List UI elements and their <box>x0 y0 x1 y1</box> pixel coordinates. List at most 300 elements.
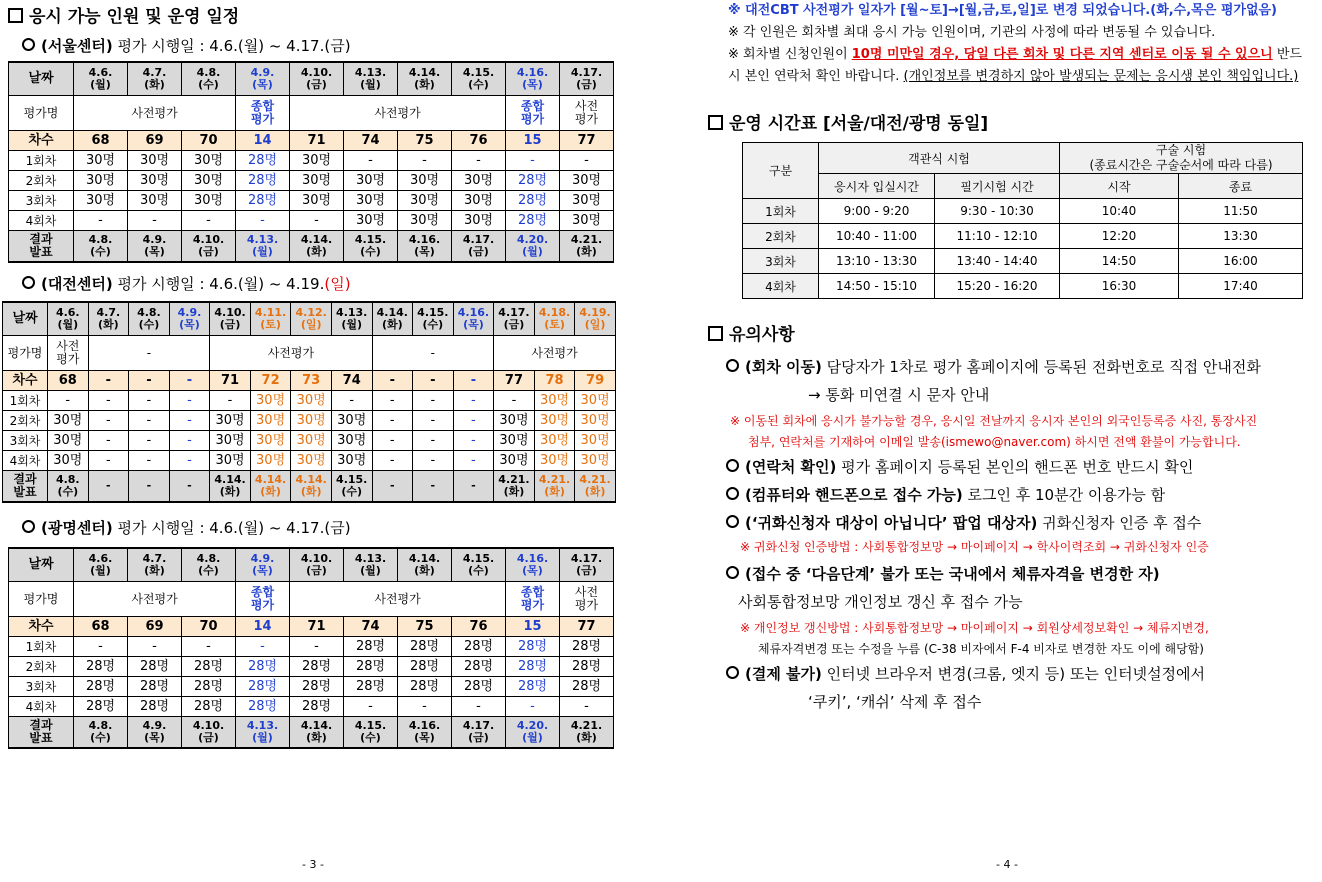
date-text: 4.13. (월) <box>336 306 368 331</box>
cha-cell: 71 <box>290 617 344 637</box>
capacity-cell: - <box>88 451 129 471</box>
gwangmyeong-schedule-table <box>8 547 614 749</box>
capacity-cell: 28명 <box>290 677 344 697</box>
date-text: 4.16. (목) <box>516 66 549 91</box>
eval-cell: 사전평가 <box>494 336 616 371</box>
capacity-cell: - <box>129 431 170 451</box>
ops-time-end: 13:30 <box>1179 224 1303 249</box>
seoul-heading: (서울센터) 평가 시행일 : 4.6.(월) ~ 4.17.(금) <box>22 35 623 57</box>
result-date-cell <box>128 231 182 263</box>
capacity-cell: - <box>453 411 494 431</box>
row-label: 차수 <box>9 131 74 151</box>
result-row <box>9 231 614 263</box>
capacity-cell: - <box>128 637 182 657</box>
capacity-cell: 30명 <box>210 451 251 471</box>
row-label: 3회차 <box>3 431 48 451</box>
date-cell <box>331 302 372 336</box>
result-date-cell <box>372 471 413 503</box>
capacity-cell: 28명 <box>182 657 236 677</box>
ops-header-entry: 응시자 입실시간 <box>819 174 935 199</box>
capacity-cell: 30명 <box>250 431 291 451</box>
capacity-cell: 30명 <box>290 171 344 191</box>
notice-daejeon-change: ※ 대전CBT 사전평가 일자가 [월~토]→[월,금,토,일]로 변경 되었습니다.(화,수,목은 평가없음) <box>728 3 1277 18</box>
result-date-cell <box>331 471 372 503</box>
circle-bullet-icon <box>726 459 739 472</box>
result-date-cell <box>236 717 290 749</box>
capacity-cell: - <box>88 431 129 451</box>
date-text: 4.14. (화) <box>376 306 408 331</box>
eval-row <box>9 96 614 131</box>
capacity-cell: 30명 <box>575 411 616 431</box>
date-row <box>3 302 616 336</box>
cha-cell: 70 <box>182 617 236 637</box>
row-label: 2회차 <box>9 657 74 677</box>
date-cell <box>250 302 291 336</box>
ops-time-entry: 9:00 - 9:20 <box>819 199 935 224</box>
result-date-cell <box>169 471 210 503</box>
row-label: 1회차 <box>9 151 74 171</box>
date-text: 4.13. (월) <box>246 233 279 258</box>
cha-cell: - <box>453 371 494 391</box>
section-title-schedule: 응시 가능 인원 및 운영 일정 <box>8 5 623 29</box>
circle-bullet-icon <box>22 520 35 533</box>
capacity-cell: 28명 <box>506 637 560 657</box>
row-label: 날짜 <box>3 302 48 336</box>
cha-cell: 77 <box>494 371 535 391</box>
date-text: 4.11. (토) <box>254 306 287 331</box>
capacity-cell: 28명 <box>452 657 506 677</box>
date-cell <box>372 302 413 336</box>
date-text: 4.17. (금) <box>570 552 603 577</box>
date-text: 4.16. (목) <box>516 552 549 577</box>
date-text: 4.6. (월) <box>88 66 113 91</box>
circle-bullet-icon <box>726 566 739 579</box>
capacity-cell: - <box>560 151 614 171</box>
ops-time-written: 9:30 - 10:30 <box>935 199 1060 224</box>
row-label: 4회차 <box>9 697 74 717</box>
caution-naturalization-note: ※ 귀화신청 인증방법 : 사회통합정보망 → 마이페이지 → 학사이력조회 → 귀화신청자 인증 <box>740 540 1209 554</box>
caution-item-move-sub: → 통화 미연결 시 문자 안내 <box>808 386 990 404</box>
capacity-cell: - <box>453 391 494 411</box>
result-date-cell <box>560 717 614 749</box>
ops-round: 4회차 <box>743 274 819 299</box>
cha-cell: 14 <box>236 617 290 637</box>
capacity-cell: 30명 <box>331 411 372 431</box>
date-text: 4.21. (화) <box>570 233 603 258</box>
ops-row <box>743 274 1303 299</box>
capacity-cell: 30명 <box>398 171 452 191</box>
result-date-cell <box>210 471 251 503</box>
row-label: 1회차 <box>9 637 74 657</box>
date-cell <box>344 62 398 96</box>
cha-row <box>9 617 614 637</box>
capacity-cell: 30명 <box>452 191 506 211</box>
row-label: 차수 <box>9 617 74 637</box>
capacity-cell: 28명 <box>74 677 128 697</box>
circle-bullet-icon <box>726 359 739 372</box>
capacity-cell: 30명 <box>128 171 182 191</box>
capacity-cell: 28명 <box>182 697 236 717</box>
result-date-cell <box>452 717 506 749</box>
round-row <box>3 431 616 451</box>
capacity-cell: - <box>398 151 452 171</box>
capacity-cell: - <box>453 451 494 471</box>
cha-cell: - <box>88 371 129 391</box>
right-page <box>708 0 1313 716</box>
ops-time-start: 10:40 <box>1060 199 1179 224</box>
capacity-cell: 28명 <box>560 637 614 657</box>
capacity-cell: - <box>452 697 506 717</box>
row-label: 날짜 <box>9 62 74 96</box>
ops-time-entry: 10:40 - 11:00 <box>819 224 935 249</box>
date-cell <box>291 302 332 336</box>
date-text: 4.21. (화) <box>570 719 603 744</box>
row-label: 평가명 <box>9 96 74 131</box>
capacity-cell: 28명 <box>560 677 614 697</box>
eval-cell: 종합 평가 <box>506 582 560 617</box>
date-text: 4.8. (수) <box>137 306 161 331</box>
result-date-cell <box>575 471 616 503</box>
caution-item-payment-sub: ‘쿠키’, ‘캐쉬’ 삭제 후 접수 <box>808 693 982 711</box>
capacity-cell: - <box>372 451 413 471</box>
capacity-cell: 30명 <box>534 431 575 451</box>
capacity-cell: 28명 <box>236 697 290 717</box>
ops-time-start: 16:30 <box>1060 274 1179 299</box>
date-text: 4.9. (목) <box>250 552 275 577</box>
capacity-cell: 28명 <box>506 677 560 697</box>
capacity-cell: - <box>74 637 128 657</box>
capacity-cell: - <box>210 391 251 411</box>
date-cell <box>88 302 129 336</box>
round-row <box>3 391 616 411</box>
caution-update-note-2: 체류자격변경 또는 수정을 누름 (C-38 비자에서 F-4 비자로 변경한 자도 이에 해당함) <box>758 642 1204 656</box>
circle-bullet-icon <box>22 38 35 51</box>
cha-cell: 15 <box>506 617 560 637</box>
date-cell <box>494 302 535 336</box>
ops-time-end: 11:50 <box>1179 199 1303 224</box>
date-text: 4.15. (수) <box>462 552 495 577</box>
cha-cell: 14 <box>236 131 290 151</box>
eval-cell: 종합 평가 <box>236 96 290 131</box>
capacity-cell: - <box>169 431 210 451</box>
eval-cell: - <box>372 336 494 371</box>
date-cell <box>129 302 170 336</box>
cha-cell: 71 <box>210 371 251 391</box>
result-date-cell <box>182 717 236 749</box>
date-text: 4.7. (화) <box>96 306 121 331</box>
result-date-cell <box>291 471 332 503</box>
date-text: 4.17. (금) <box>462 719 495 744</box>
date-cell <box>452 62 506 96</box>
left-page <box>8 0 623 749</box>
capacity-cell: 30명 <box>290 151 344 171</box>
capacity-cell: - <box>290 211 344 231</box>
round-row <box>9 171 614 191</box>
capacity-cell: 30명 <box>575 451 616 471</box>
date-text: 4.16. (목) <box>457 306 490 331</box>
result-row <box>3 471 616 503</box>
date-text: 4.14. (화) <box>295 473 327 498</box>
eval-cell: 사전평가 <box>74 582 236 617</box>
capacity-cell: 30명 <box>344 191 398 211</box>
eval-cell: 사전평가 <box>290 96 506 131</box>
capacity-cell: 30명 <box>182 151 236 171</box>
capacity-cell: 28명 <box>344 657 398 677</box>
date-text: 4.16. (목) <box>408 719 441 744</box>
capacity-cell: - <box>236 637 290 657</box>
result-date-cell <box>560 231 614 263</box>
ops-time-entry: 13:10 - 13:30 <box>819 249 935 274</box>
caution-item-move: (회차 이동) 담당자가 1차로 평가 홈페이지에 등록된 전화번호로 직접 안내전화 <box>726 353 1313 381</box>
date-text: 4.15. (수) <box>462 66 495 91</box>
capacity-cell: 30명 <box>250 411 291 431</box>
round-row <box>9 637 614 657</box>
date-text: 4.12. (일) <box>295 306 327 331</box>
capacity-cell: 30명 <box>182 171 236 191</box>
date-text: 4.20. (월) <box>516 233 549 258</box>
result-date-cell <box>74 231 128 263</box>
date-cell <box>236 62 290 96</box>
capacity-cell: 28명 <box>236 677 290 697</box>
date-text: - <box>430 479 436 492</box>
capacity-cell: - <box>182 637 236 657</box>
result-date-cell <box>182 231 236 263</box>
capacity-cell: - <box>344 697 398 717</box>
caution-item-naturalization: (‘귀화신청자 대상이 아닙니다’ 팝업 대상자) 귀화신청자 인증 후 접수 <box>726 509 1313 537</box>
caution-move-note-2: 첨부, 연락처를 기재하여 이메일 발송(ismewo@naver.com) 하시면 전액 환불이 가능합니다. <box>748 435 1241 449</box>
date-text: 4.10. (금) <box>214 306 246 331</box>
cha-cell: 74 <box>331 371 372 391</box>
caution-item-contact: (연락처 확인) 평가 홈페이지 등록된 본인의 핸드폰 번호 반드시 확인 <box>726 453 1313 481</box>
capacity-cell: 28명 <box>236 171 290 191</box>
result-date-cell <box>398 231 452 263</box>
date-text: 4.9. (목) <box>142 233 167 258</box>
date-cell <box>290 548 344 582</box>
capacity-cell: 28명 <box>290 657 344 677</box>
row-label: 1회차 <box>3 391 48 411</box>
capacity-cell: - <box>290 637 344 657</box>
date-cell <box>74 548 128 582</box>
result-date-cell <box>48 471 89 503</box>
capacity-cell: 28명 <box>506 657 560 677</box>
date-text: - <box>471 479 476 492</box>
capacity-cell: - <box>74 211 128 231</box>
eval-cell: 사전 평가 <box>560 582 614 617</box>
capacity-cell: 30명 <box>331 431 372 451</box>
ops-header-oral: 구술 시험 (종료시간은 구술순서에 따라 다름) <box>1060 143 1303 174</box>
ops-row <box>743 199 1303 224</box>
row-label: 2회차 <box>3 411 48 431</box>
date-cell <box>453 302 494 336</box>
ops-time-start: 12:20 <box>1060 224 1179 249</box>
capacity-cell: 30명 <box>494 411 535 431</box>
capacity-cell: 30명 <box>74 151 128 171</box>
caution-item-payment: (결제 불가) 인터넷 브라우저 변경(크롬, 엣지 등) 또는 인터넷설정에서 <box>726 660 1313 688</box>
eval-row <box>3 336 616 371</box>
eval-cell: - <box>88 336 210 371</box>
capacity-cell: 30명 <box>534 451 575 471</box>
date-text: 4.20. (월) <box>516 719 549 744</box>
result-date-cell <box>494 471 535 503</box>
round-row <box>9 657 614 677</box>
capacity-cell: - <box>88 391 129 411</box>
capacity-cell: 28명 <box>74 657 128 677</box>
capacity-cell: 28명 <box>236 191 290 211</box>
date-text: - <box>187 479 192 492</box>
cha-row <box>3 371 616 391</box>
round-row <box>9 211 614 231</box>
result-date-cell <box>453 471 494 503</box>
date-cell <box>290 62 344 96</box>
date-cell <box>210 302 251 336</box>
capacity-cell: 30명 <box>560 171 614 191</box>
capacity-cell: 30명 <box>331 451 372 471</box>
ops-time-end: 17:40 <box>1179 274 1303 299</box>
round-row <box>9 151 614 171</box>
ops-row <box>743 249 1303 274</box>
capacity-cell: 28명 <box>398 657 452 677</box>
daejeon-schedule-table <box>2 301 616 503</box>
capacity-cell: 30명 <box>398 191 452 211</box>
eval-cell: 종합 평가 <box>506 96 560 131</box>
capacity-cell: 30명 <box>398 211 452 231</box>
capacity-cell: 30명 <box>344 211 398 231</box>
ops-header-gubun: 구분 <box>743 143 819 199</box>
circle-bullet-icon <box>726 487 739 500</box>
square-bullet-icon <box>8 8 23 23</box>
capacity-cell: - <box>129 391 170 411</box>
capacity-cell: - <box>169 391 210 411</box>
eval-cell: 사전 평가 <box>560 96 614 131</box>
square-bullet-icon <box>708 326 723 341</box>
capacity-cell: 30명 <box>128 151 182 171</box>
capacity-cell: 28명 <box>398 677 452 697</box>
capacity-cell: - <box>129 411 170 431</box>
date-row <box>9 62 614 96</box>
capacity-cell: - <box>331 391 372 411</box>
cha-cell: 72 <box>250 371 291 391</box>
row-label: 4회차 <box>9 211 74 231</box>
cha-row <box>9 131 614 151</box>
date-row <box>9 548 614 582</box>
round-row <box>3 451 616 471</box>
ops-round: 2회차 <box>743 224 819 249</box>
date-text: 4.8. (수) <box>88 233 113 258</box>
daejeon-heading: (대전센터) 평가 시행일 : 4.6.(월) ~ 4.19.(일) <box>22 273 623 295</box>
row-label: 4회차 <box>3 451 48 471</box>
circle-bullet-icon <box>726 666 739 679</box>
capacity-cell: 28명 <box>182 677 236 697</box>
capacity-cell: 30명 <box>452 171 506 191</box>
date-text: 4.7. (화) <box>142 552 167 577</box>
date-text: 4.14. (화) <box>408 552 441 577</box>
capacity-cell: - <box>413 431 454 451</box>
date-text: 4.8. (수) <box>55 473 80 498</box>
date-text: 4.10. (금) <box>300 552 333 577</box>
date-text: - <box>146 479 152 492</box>
cha-cell: 77 <box>560 617 614 637</box>
capacity-cell: - <box>452 151 506 171</box>
round-row <box>3 411 616 431</box>
capacity-cell: 28명 <box>128 697 182 717</box>
cha-cell: 76 <box>452 617 506 637</box>
date-text: 4.8. (수) <box>196 552 221 577</box>
result-date-cell <box>506 717 560 749</box>
ops-time-written: 11:10 - 12:10 <box>935 224 1060 249</box>
cha-cell: 79 <box>575 371 616 391</box>
round-row <box>9 697 614 717</box>
result-date-cell <box>250 471 291 503</box>
cha-cell: 75 <box>398 617 452 637</box>
date-cell <box>74 62 128 96</box>
date-text: 4.9. (목) <box>250 66 275 91</box>
cha-cell: 69 <box>128 617 182 637</box>
capacity-cell: 30명 <box>291 431 332 451</box>
caution-move-note-1: ※ 이동된 회차에 응시가 불가능할 경우, 응시일 전날까지 응시자 본인의 외국인등록증 사진, 통장사진 <box>730 414 1258 428</box>
ops-time-end: 16:00 <box>1179 249 1303 274</box>
date-text: 4.15. (수) <box>354 233 387 258</box>
capacity-cell: 30명 <box>210 431 251 451</box>
capacity-cell: 28명 <box>506 191 560 211</box>
date-text: 4.9. (목) <box>142 719 167 744</box>
page-number-right: - 4 - <box>996 858 1018 871</box>
ops-header-end: 종료 <box>1179 174 1303 199</box>
eval-row <box>9 582 614 617</box>
date-text: 4.13. (월) <box>354 66 387 91</box>
result-row <box>9 717 614 749</box>
capacity-cell: - <box>413 451 454 471</box>
date-text: 4.7. (화) <box>142 66 167 91</box>
caution-item-device: (컴퓨터와 핸드폰으로 접수 가능) 로그인 후 10분간 이용가능 함 <box>726 481 1313 509</box>
ops-time-table <box>742 142 1303 299</box>
row-label: 결과 발표 <box>9 717 74 749</box>
date-cell <box>236 548 290 582</box>
eval-cell: 사전평가 <box>290 582 506 617</box>
round-row <box>9 677 614 697</box>
date-cell <box>560 548 614 582</box>
capacity-cell: - <box>413 411 454 431</box>
date-cell <box>398 548 452 582</box>
capacity-cell: 30명 <box>575 391 616 411</box>
capacity-cell: 28명 <box>506 171 560 191</box>
row-label: 결과 발표 <box>3 471 48 503</box>
date-cell <box>128 548 182 582</box>
result-date-cell <box>88 471 129 503</box>
square-bullet-icon <box>708 115 723 130</box>
cha-cell: 74 <box>344 617 398 637</box>
capacity-cell: 28명 <box>344 677 398 697</box>
date-text: 4.10. (금) <box>192 719 225 744</box>
date-text: 4.14. (화) <box>300 719 333 744</box>
date-text: 4.21. (화) <box>579 473 611 498</box>
result-date-cell <box>290 717 344 749</box>
date-cell <box>169 302 210 336</box>
capacity-cell: 28명 <box>74 697 128 717</box>
cha-cell: 68 <box>48 371 89 391</box>
result-date-cell <box>344 231 398 263</box>
capacity-cell: 30명 <box>48 411 89 431</box>
row-label: 평가명 <box>9 582 74 617</box>
row-label: 3회차 <box>9 191 74 211</box>
capacity-cell: 30명 <box>560 211 614 231</box>
result-date-cell <box>290 231 344 263</box>
capacity-cell: 30명 <box>291 391 332 411</box>
row-label: 결과 발표 <box>9 231 74 263</box>
date-cell <box>506 62 560 96</box>
date-text: - <box>389 479 395 492</box>
cha-cell: - <box>129 371 170 391</box>
capacity-cell: - <box>372 391 413 411</box>
